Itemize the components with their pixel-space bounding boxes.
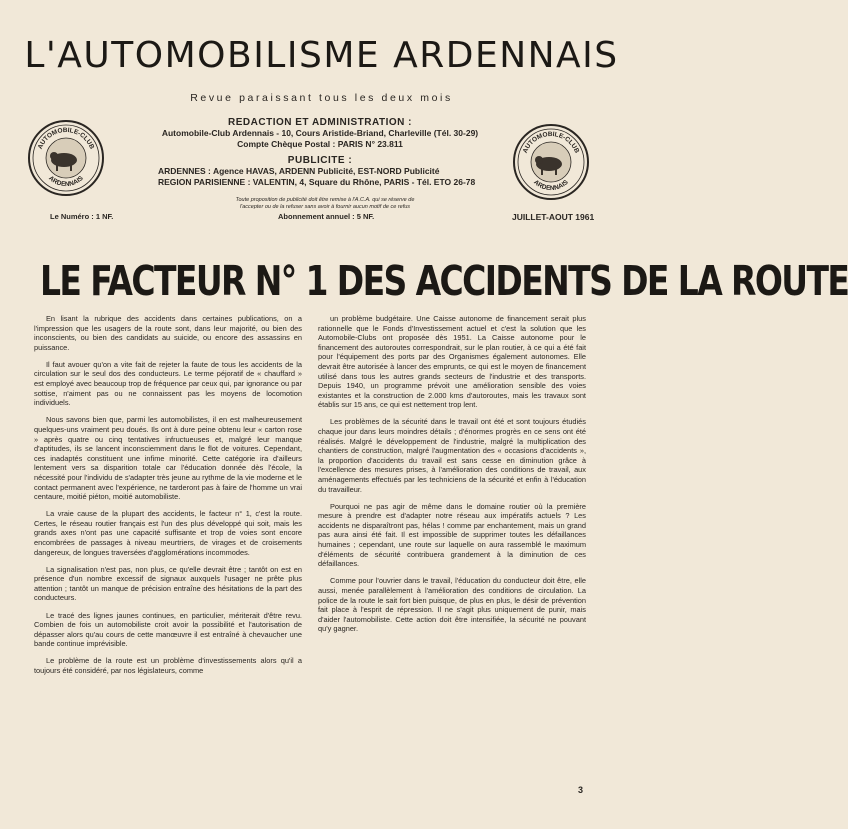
paragraph: La vraie cause de la plupart des accidents, le facteur n° 1, c'est la route. Certes, le réseau routier français est l'un des plus développé qui soit, mais les grands axes n'ont pas une capacité suffisante et trop de voies sont encore encombrées de passages à niveau meurtriers, de virages et de croisements dangereux, de longues traversées d'agglomérations incommodes.: [34, 509, 302, 557]
automobile-club-seal-left: [26, 118, 106, 198]
seal-text-bottom: ARDENNAIS: [532, 178, 570, 193]
masthead-title: L'AUTOMOBILISME ARDENNAIS: [24, 35, 619, 76]
notice-line-2: l'accepter ou de la refuser sans avoir à fournir aucun motif de ce refus: [239, 204, 411, 210]
paragraph: La signalisation n'est pas, non plus, ce qu'elle devrait être ; tantôt on est en présence d'un nombre excessif de signaux auxquels l'usager ne prête plus attention ; tantôt un manque de précision entraîne des hésitations de la part des conducteurs.: [34, 564, 302, 603]
article-right-column: [318, 314, 586, 641]
paragraph: un problème budgétaire. Une Caisse autonome de financement serait plus rationnelle que le Fonds d'Investissement actuel et c'est la solution que les Automobile-Clubs ont proposée dès 1951. La Caisse autonome pour le financement des autoroutes correspondrait, sur le plan routier, à ce qui a été fait pour l'équipement des ports par des Organismes également autonomes. Elle devrait être autorisée à lancer des emprunts, ce qui est le moyen de financement utilisé dans tous les autres grands secteurs de l'industrie et des transports. Depuis 1940, un programme prévoit une amélioration sensible des voies existantes et la construction de 2.000 kms d'autoroutes, mais les travaux sont établis sur 15 ans, ce qui est nettement trop lent.: [318, 314, 586, 410]
paragraph: Il faut avouer qu'on a vite fait de rejeter la faute de tous les accidents de la circulation sur le seul dos des conducteurs. Le terme péjoratif de « chauffard » est employé avec beaucoup trop de fréquence par ceux qui, par ignorance ou par sottise, n'aiment pas ou ne connaissent pas les moyens de locomotion individuels.: [34, 359, 302, 408]
article-headline: LE FACTEUR N° 1 DES ACCIDENTS DE LA ROUTE: [40, 256, 848, 305]
publicity-paris-region: REGION PARISIENNE : VALENTIN, 4, Square du Rhône, PARIS - Tél. ETO 26-78: [158, 177, 476, 187]
page-number: 3: [578, 785, 584, 795]
automobile-club-seal-right: [511, 122, 591, 202]
paragraph: Pourquoi ne pas agir de même dans le domaine routier où la première mesure à prendre est d'adapter notre réseau aux impératifs actuels ? Les accidents ne disparaîtront pas, hélas ! comme par enchantement, mais un grand pas aura ainsi été fait. Il est impossible de supprimer toutes les défaillances humaines ; cependant, une route sur laquelle on aura rassemblé le maximum d'éléments de sécurité contribuera grandement à la diminution de ces défaillances.: [318, 501, 586, 569]
paragraph: Nous savons bien que, parmi les automobilistes, il en est malheureusement quelques-uns vraiment peu doués. Ils ont à dure peine obtenu leur « carton rose » après quatre ou cinq tentatives infructueuses et, malgré leur manque d'aptitudes, ils se lancent inconsciemment dans le flot de voitures. Cependant, ces inadaptés constituent une infime minorité. Cette catégorie ira d'ailleurs lentement vers sa disparition totale car l'éducation donnée dès l'école, la nécessité pour l'individu de s'adapter très jeune au rythme de la vie moderne et le contact permanent avec l'expérience, ne tarderont pas à faire de l'homme un vrai centaure, moitié piéton, moitié automobiliste.: [34, 415, 302, 502]
notice-line-1: Toute proposition de publicité doit être remise à l'A.C.A. qui se réserve de: [235, 197, 415, 203]
publicity-heading: PUBLICITE :: [287, 155, 353, 166]
paragraph: Les problèmes de la sécurité dans le travail ont été et sont toujours étudiés chaque jour dans leurs moindres détails ; d'énormes progrès en ce sens ont été réalisés. Malgré le développement de l'industrie, malgré la multiplication des chantiers de construction, malgré l'augmentation des « occasions d'accidents », la proportion d'accidents du travail est sans cesse en diminution grâce à l'excellence des mesures prises, à l'amélioration des conditions de travail, aux aménagements effectués par les techniciens de la sécurité et enfin à l'éducation du travailleur.: [318, 417, 586, 494]
issue-date: JUILLET-AOUT 1961: [512, 212, 595, 222]
article-left-column: [34, 314, 302, 683]
postal-account: Compte Chèque Postal : PARIS N° 23.811: [237, 139, 403, 149]
publicity-block: [120, 155, 520, 188]
paragraph: Le problème de la route est un problème d'investissements alors qu'il a toujours été considéré, par nos législateurs, comme: [34, 656, 302, 675]
administration-address: Automobile-Club Ardennais - 10, Cours Aristide-Briand, Charleville (Tél. 30-29): [161, 128, 479, 138]
seal-text-top: AUTOMOBILE-CLUB: [521, 130, 581, 155]
publicity-ardennes: ARDENNES : Agence HAVAS, ARDENN Publicité, EST-NORD Publicité: [158, 166, 440, 176]
administration-heading: REDACTION ET ADMINISTRATION :: [228, 117, 412, 128]
annual-subscription: Abonnement annuel : 5 NF.: [278, 212, 375, 221]
paragraph: Comme pour l'ouvrier dans le travail, l'éducation du conducteur doit être, elle aussi, menée parallèlement à l'amélioration des conditions de circulation. La police de la route le sait fort bien puisque, de plus en plus, le désir de prévention fait place à l'esprit de répression. Il ne s'agit plus uniquement de punir, mais d'aider l'automobiliste. Cette action doit être intensifiée, la sécurité ne pouvant qu'y gagner.: [318, 576, 586, 634]
seal-text-bottom: ARDENNAIS: [47, 174, 85, 189]
paragraph: En lisant la rubrique des accidents dans certaines publications, on a l'impression que les usagers de la route sont, dans leur majorité, ou bien des inconscients, ou bien des candidats au suicide, ou encore des assassins en puissance.: [34, 314, 302, 352]
paragraph: Le tracé des lignes jaunes continues, en particulier, mériterait d'être revu. Combien de fois un automobiliste croit avoir la possibilité et l'autorisation de dépasser alors qu'au cours de cette manœuvre il est entraîné à chevaucher une bande continue imprévisible.: [34, 610, 302, 649]
masthead-subtitle: Revue paraissant tous les deux mois: [190, 92, 453, 104]
publicity-notice: [150, 197, 500, 211]
administration-block: [120, 117, 520, 150]
issue-price: Le Numéro : 1 NF.: [50, 212, 114, 221]
seal-text-top: AUTOMOBILE-CLUB: [36, 126, 96, 151]
